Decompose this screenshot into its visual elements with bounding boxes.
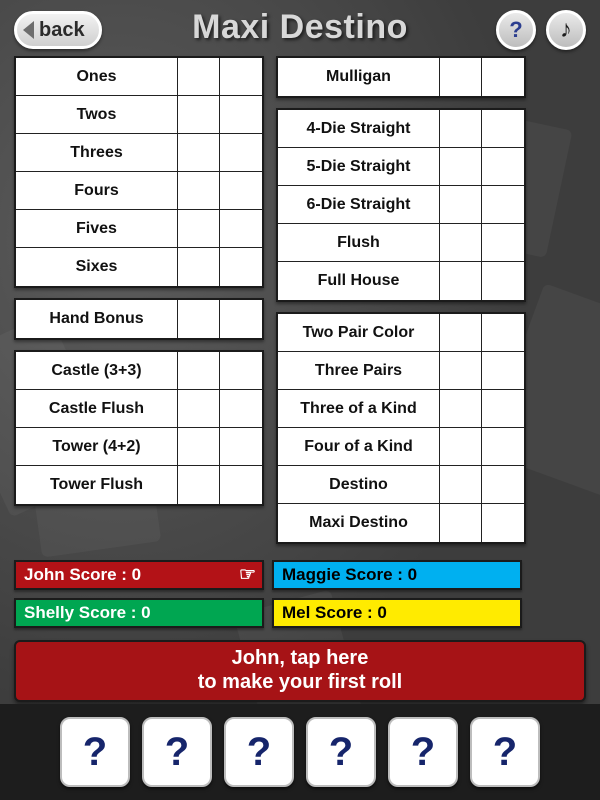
scorecard-cell[interactable]: [220, 352, 262, 389]
roll-prompt-line2: to make your first roll: [197, 671, 403, 693]
scorecard-cell[interactable]: [440, 314, 482, 351]
scorecard-cell[interactable]: [178, 466, 220, 504]
die-3[interactable]: [224, 717, 294, 787]
scorecard-row[interactable]: [16, 466, 262, 504]
help-button[interactable]: [496, 10, 536, 50]
scorecard-row[interactable]: [278, 110, 524, 148]
scorecard-group: [14, 350, 264, 506]
scorecard-cell[interactable]: [440, 110, 482, 147]
scorecard-row[interactable]: [278, 466, 524, 504]
scorecard-cell[interactable]: [178, 172, 220, 209]
die-face-icon: ?: [492, 729, 518, 774]
scorecard-cell[interactable]: [178, 96, 220, 133]
scorecard-cell[interactable]: [220, 134, 262, 171]
scorecard-cell[interactable]: [178, 352, 220, 389]
scorecard-cell[interactable]: [220, 428, 262, 465]
scorecard-row-label: Hand Bonus: [16, 300, 178, 338]
player-score-label: Shelly Score : 0: [24, 603, 151, 622]
scorecard-row[interactable]: [16, 352, 262, 390]
scorecard-cell[interactable]: [482, 110, 524, 147]
scorecard-row-label: Tower Flush: [16, 466, 178, 504]
scorecard-row[interactable]: [16, 390, 262, 428]
player-score-badge[interactable]: [272, 560, 522, 590]
scorecard-right-column: [276, 56, 526, 554]
scorecard-cell[interactable]: [440, 58, 482, 96]
scorecard-row-label: Castle Flush: [16, 390, 178, 427]
scorecard-row[interactable]: [278, 186, 524, 224]
scorecard-board: [0, 54, 600, 554]
die-face-icon: ?: [82, 729, 108, 774]
scorecard-row[interactable]: [16, 96, 262, 134]
scorecard-cell[interactable]: [482, 224, 524, 261]
scorecard-row-label: Flush: [278, 224, 440, 261]
scorecard-cell[interactable]: [440, 466, 482, 503]
scorecard-row[interactable]: [16, 210, 262, 248]
header-actions: [496, 10, 586, 50]
scorecard-cell[interactable]: [440, 148, 482, 185]
scorecard-group: [14, 56, 264, 288]
scorecard-cell[interactable]: [178, 134, 220, 171]
scorecard-group: [14, 298, 264, 340]
scorecard-cell[interactable]: [482, 390, 524, 427]
page-title: Maxi Destino: [192, 8, 408, 46]
scorecard-cell[interactable]: [440, 352, 482, 389]
die-6[interactable]: [470, 717, 540, 787]
scorecard-row-label: 5-Die Straight: [278, 148, 440, 185]
scorecard-cell[interactable]: [440, 262, 482, 300]
player-score-label: John Score : 0: [24, 565, 142, 584]
roll-prompt-line1: John, tap here: [231, 647, 369, 670]
scorecard-row-label: Maxi Destino: [278, 504, 440, 542]
scorecard-row-label: Threes: [16, 134, 178, 171]
pointing-hand-icon: ☞: [238, 564, 256, 586]
die-face-icon: ?: [246, 729, 272, 774]
die-5[interactable]: [388, 717, 458, 787]
scorecard-row-label: Full House: [278, 262, 440, 300]
scorecard-row[interactable]: [278, 148, 524, 186]
die-4[interactable]: [306, 717, 376, 787]
scorecard-cell[interactable]: [440, 504, 482, 542]
scorecard-row[interactable]: [278, 352, 524, 390]
music-note-icon: ♪: [560, 16, 572, 43]
music-button[interactable]: [546, 10, 586, 50]
die-face-icon: ?: [164, 729, 190, 774]
scorecard-group: [276, 312, 526, 544]
scorecard-cell[interactable]: [220, 466, 262, 504]
scorecard-row-label: 6-Die Straight: [278, 186, 440, 223]
die-face-icon: ?: [410, 729, 436, 774]
scorecard-row-label: Tower (4+2): [16, 428, 178, 465]
scorecard-row-label: Castle (3+3): [16, 352, 178, 389]
scorecard-row[interactable]: [278, 58, 524, 96]
scorecard-cell[interactable]: [482, 186, 524, 223]
player-score-badge[interactable]: [14, 560, 264, 590]
scorecard-left-column: [14, 56, 264, 554]
back-button[interactable]: [14, 11, 102, 49]
scorecard-cell[interactable]: [440, 224, 482, 261]
scorecard-row[interactable]: [278, 314, 524, 352]
player-score-label: Mel Score : 0: [282, 603, 387, 622]
player-score-badge[interactable]: [14, 598, 264, 628]
player-score-badge[interactable]: [272, 598, 522, 628]
scorecard-cell[interactable]: [178, 428, 220, 465]
scorecard-row-label: Four of a Kind: [278, 428, 440, 465]
scorecard-cell[interactable]: [482, 314, 524, 351]
scorecard-cell[interactable]: [178, 248, 220, 286]
scorecard-cell[interactable]: [482, 262, 524, 300]
die-1[interactable]: [60, 717, 130, 787]
scorecard-cell[interactable]: [440, 186, 482, 223]
scorecard-row-label: Mulligan: [278, 58, 440, 96]
scorecard-row[interactable]: [16, 300, 262, 338]
dice-tray: [0, 704, 600, 800]
scorecard-cell[interactable]: [220, 58, 262, 95]
die-face-icon: ?: [328, 729, 354, 774]
scorecard-row-label: Three Pairs: [278, 352, 440, 389]
scorecard-cell[interactable]: [220, 172, 262, 209]
scorecard-cell[interactable]: [178, 210, 220, 247]
scorecard-group: [276, 56, 526, 98]
scorecard-cell[interactable]: [440, 390, 482, 427]
scorecard-cell[interactable]: [440, 428, 482, 465]
scorecard-cell[interactable]: [482, 466, 524, 503]
scorecard-row-label: Twos: [16, 96, 178, 133]
die-2[interactable]: [142, 717, 212, 787]
scorecard-cell[interactable]: [482, 504, 524, 542]
scorecard-row[interactable]: [278, 390, 524, 428]
roll-prompt-button[interactable]: [14, 640, 586, 702]
scorecard-row-label: Two Pair Color: [278, 314, 440, 351]
scorecard-row[interactable]: [278, 224, 524, 262]
scorecard-cell[interactable]: [178, 58, 220, 95]
question-mark-icon: ?: [509, 17, 523, 42]
back-button-label: back: [39, 18, 85, 41]
scorecard-row-label: Destino: [278, 466, 440, 503]
scorecard-row-label: 4-Die Straight: [278, 110, 440, 147]
scorecard-cell[interactable]: [220, 96, 262, 133]
scorecard-row[interactable]: [16, 172, 262, 210]
scorecard-row[interactable]: [278, 428, 524, 466]
scorecard-cell[interactable]: [220, 248, 262, 286]
player-score-list: [0, 554, 600, 628]
scorecard-row[interactable]: [16, 134, 262, 172]
scorecard-row[interactable]: [278, 262, 524, 300]
scorecard-row-label: Fives: [16, 210, 178, 247]
scorecard-row[interactable]: [278, 504, 524, 542]
scorecard-cell[interactable]: [220, 300, 262, 338]
header-bar: [0, 0, 600, 54]
scorecard-cell[interactable]: [178, 390, 220, 427]
scorecard-row-label: Sixes: [16, 248, 178, 286]
scorecard-cell[interactable]: [482, 352, 524, 389]
scorecard-row[interactable]: [16, 58, 262, 96]
scorecard-cell[interactable]: [220, 390, 262, 427]
scorecard-row[interactable]: [16, 428, 262, 466]
scorecard-row-label: Fours: [16, 172, 178, 209]
scorecard-row-label: Ones: [16, 58, 178, 95]
back-arrow-icon: [23, 21, 34, 39]
scorecard-row[interactable]: [16, 248, 262, 286]
scorecard-group: [276, 108, 526, 302]
scorecard-row-label: Three of a Kind: [278, 390, 440, 427]
scorecard-cell[interactable]: [482, 148, 524, 185]
scorecard-cell[interactable]: [220, 210, 262, 247]
scorecard-cell[interactable]: [482, 58, 524, 96]
player-score-label: Maggie Score : 0: [282, 565, 418, 584]
scorecard-cell[interactable]: [178, 300, 220, 338]
scorecard-cell[interactable]: [482, 428, 524, 465]
